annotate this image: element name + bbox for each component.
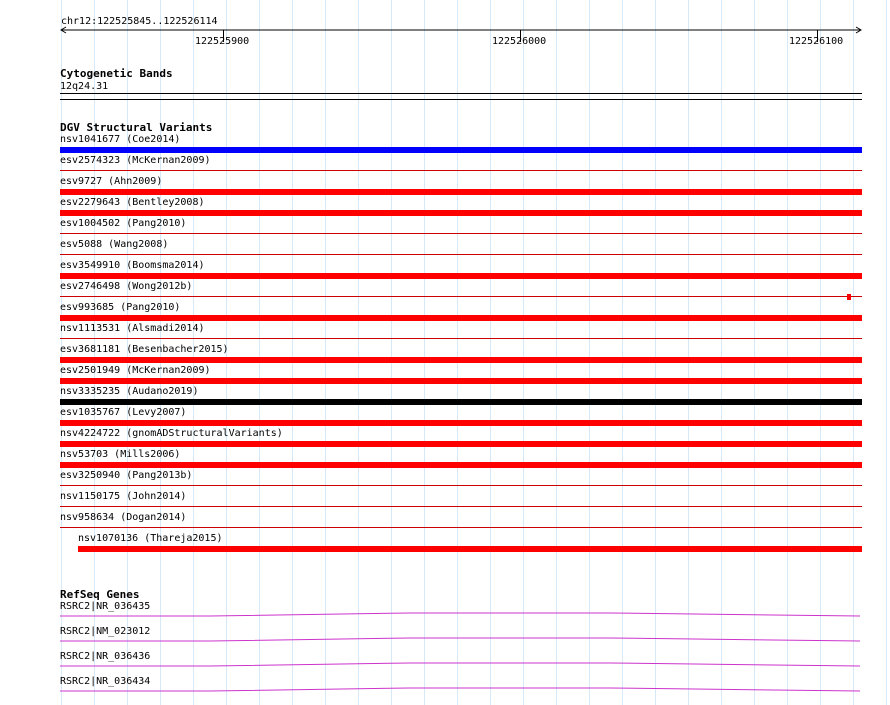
- variant-label[interactable]: esv1004502 (Pang2010): [60, 218, 187, 229]
- variant-label[interactable]: esv2574323 (McKernan2009): [60, 155, 211, 166]
- gene-label[interactable]: RSRC2|NR_036436: [60, 651, 151, 662]
- variant-label[interactable]: esv1035767 (Levy2007): [60, 407, 187, 418]
- variant-label[interactable]: esv3681181 (Besenbacher2015): [60, 344, 229, 355]
- gene-label[interactable]: RSRC2|NM_023012: [60, 626, 151, 637]
- variant-label[interactable]: nsv53703 (Mills2006): [60, 449, 181, 460]
- variant-label[interactable]: nsv1070136 (Thareja2015): [78, 533, 223, 544]
- cytoband-label: 12q24.31: [60, 81, 109, 92]
- variant-label[interactable]: nsv1041677 (Coe2014): [60, 134, 181, 145]
- variant-label[interactable]: esv5088 (Wang2008): [60, 239, 169, 250]
- variant-label[interactable]: nsv958634 (Dogan2014): [60, 512, 187, 523]
- ruler-tick-label: 122526000: [492, 36, 547, 47]
- variant-label[interactable]: nsv1150175 (John2014): [60, 491, 187, 502]
- variant-label[interactable]: nsv3335235 (Audano2019): [60, 386, 199, 397]
- range-label: chr12:122525845..122526114: [61, 16, 218, 27]
- gene-label[interactable]: RSRC2|NR_036434: [60, 676, 151, 687]
- ruler-tick-label: 122525900: [195, 36, 250, 47]
- variant-label[interactable]: esv2501949 (McKernan2009): [60, 365, 211, 376]
- variant-label[interactable]: esv2746498 (Wong2012b): [60, 281, 193, 292]
- refseq-track-title[interactable]: RefSeq Genes: [60, 588, 140, 601]
- variant-label[interactable]: esv993685 (Pang2010): [60, 302, 181, 313]
- cytoband-track-title[interactable]: Cytogenetic Bands: [60, 67, 173, 80]
- variant-label[interactable]: esv2279643 (Bentley2008): [60, 197, 205, 208]
- gene-label[interactable]: RSRC2|NR_036435: [60, 601, 151, 612]
- variant-label[interactable]: nsv4224722 (gnomADStructuralVariants): [60, 428, 283, 439]
- variant-label[interactable]: nsv1113531 (Alsmadi2014): [60, 323, 205, 334]
- dgv-track-title[interactable]: DGV Structural Variants: [60, 121, 213, 134]
- variant-label[interactable]: esv9727 (Ahn2009): [60, 176, 163, 187]
- variant-label[interactable]: esv3549910 (Boomsma2014): [60, 260, 205, 271]
- variant-label[interactable]: esv3250940 (Pang2013b): [60, 470, 193, 481]
- ruler-tick-label: 122526100: [789, 36, 844, 47]
